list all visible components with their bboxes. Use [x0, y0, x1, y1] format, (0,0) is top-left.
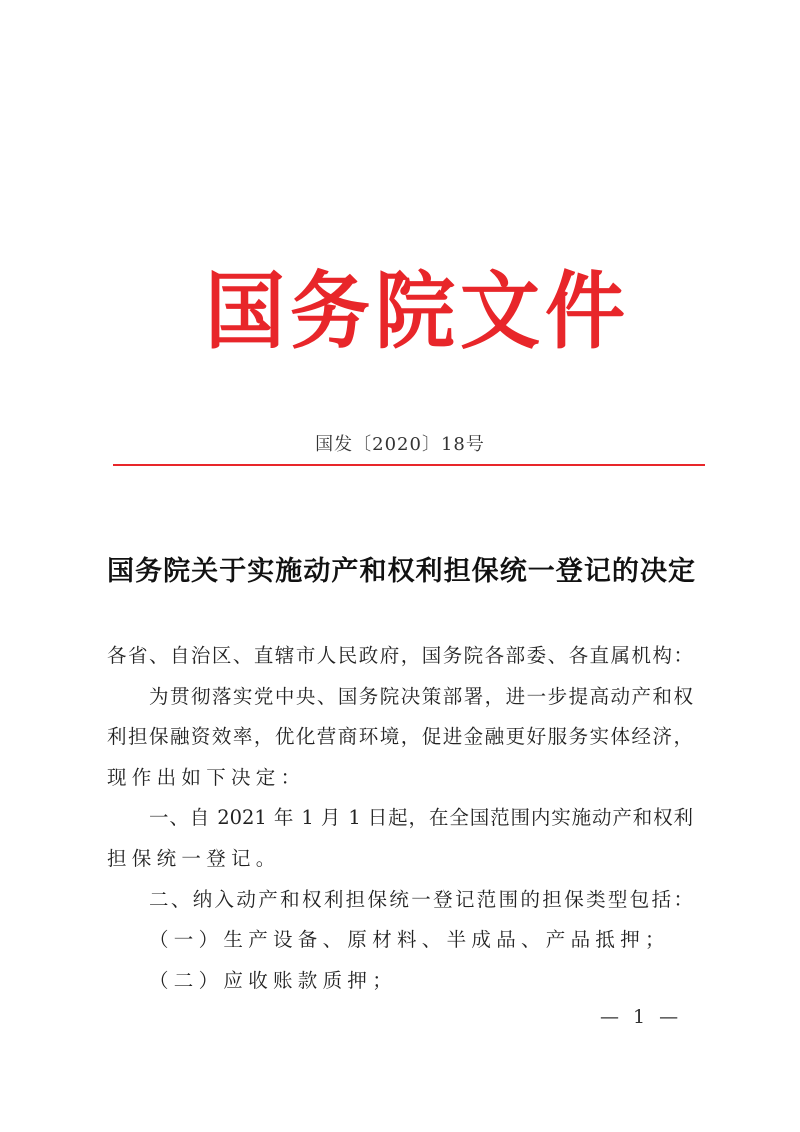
document-body: [107, 636, 693, 1001]
body-line: （一）生产设备、原材料、半成品、产品抵押；: [149, 928, 670, 952]
body-line: 二、纳入动产和权利担保统一登记范围的担保类型包括：: [149, 887, 693, 911]
document-number: 国发〔2020〕18号: [315, 434, 485, 455]
masthead-char: 文: [460, 262, 540, 361]
body-line: 担保统一登记。: [107, 846, 281, 870]
body-line: 为贯彻落实党中央、国务院决策部署，进一步提高动产和权: [149, 684, 693, 708]
body-line: 一、自 2021 年 1 月 1 日起，在全国范围内实施动产和权利: [149, 806, 693, 830]
body-line: 现作出如下决定：: [107, 765, 306, 789]
body-line: 利担保融资效率，优化营商环境，促进金融更好服务实体经济，: [107, 725, 693, 749]
masthead-char: 件: [545, 262, 625, 361]
document-title: 国务院关于实施动产和权利担保统一登记的决定: [107, 556, 695, 587]
document-masthead: [205, 260, 625, 365]
red-divider: [113, 464, 705, 466]
salutation-line: 各省、自治区、直辖市人民政府，国务院各部委、各直属机构：: [107, 644, 693, 667]
body-line: （二）应收账款质押；: [149, 968, 398, 992]
masthead-char: 院: [375, 262, 455, 361]
page-number: — 1 —: [600, 1006, 683, 1028]
masthead-char: 务: [290, 262, 370, 361]
masthead-char: 国: [205, 262, 285, 361]
